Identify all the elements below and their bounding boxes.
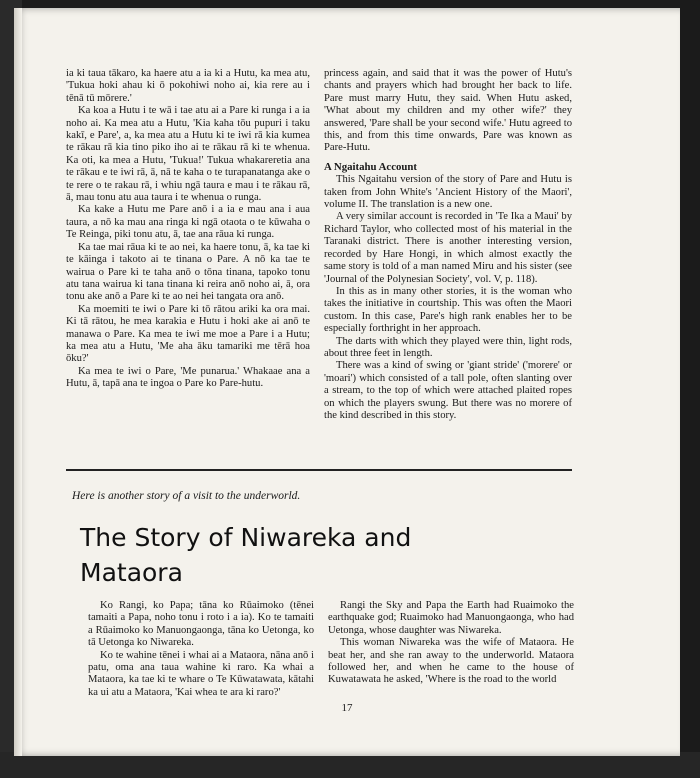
english-text-column-bottom [328, 600, 574, 687]
page-number: 17 [341, 702, 353, 714]
book-page [14, 8, 680, 756]
maori-paragraph: Ka moemiti te iwi o Pare ki tō rātou ariki ka ora mai. Ki tā rātou, he mea karakia e Hutu i hoki ake ai anō te manawa o Pare. Ka mea te iwi me moe a Pare i a Hutu; ka mea atu a Hutu, 'Me aha āku tamariki me tērā hoa ōku?' [66, 303, 310, 365]
maori-paragraph: Ko te wahine tēnei i whai ai a Mataora, nāna anō i patu, oma ana taua wahine ki raro. Ka whai a Mataora, ka tae ki te whare o Te Kūwatawata, kātahi ka ui atu a Mataora, 'Kai whea te ara ki raro?' [88, 649, 314, 698]
account-paragraph: A very similar account is recorded in 'Te Ika a Maui' by Richard Taylor, who collected most of his material in the Taranaki district. There is another interesting version, recorded by Hare Hongi, in which almost exactly the same story is told of a man named Miru and his sister (see 'Journal of the Polynesian Society', vol. V, p. 118). [324, 211, 572, 285]
story-title [80, 520, 560, 590]
maori-paragraph: Ka kake a Hutu me Pare anō i a ia e mau ana i aua taura, a nō ka mau ana ringa ki ngā otaota o te kūwaha o Te Reinga, piki tonu atu, ā, tae ana rāua ki runga. [66, 204, 310, 241]
account-paragraph: The darts with which they played were thin, light rods, about three feet in length. [324, 335, 572, 359]
maori-paragraph: Ka koa a Hutu i te wā i tae atu ai a Pare ki runga i a ia noho ai. Ka mea atu a Hutu, 'Kia kaha tōu pupuri i taku kakī, e Pare', a, ka mea atu a Hutu ki te iwi rā kia kumea te rākau rā kia tino piko iho ai te rākau rā ki te whenua. Ka oti, ka mea a Hutu, 'Tukua!' Tukua whakareretia ana te rākau e te iwi rā, ā, nā te kaha o te turapanatanga ake o te rere o te rakau rā, i whiu ngā taura e mau i te rākau rā, ā, mau tonu atu aua taura i te whenua o runga. [66, 105, 310, 204]
maori-paragraph: Ka mea te iwi o Pare, 'Me punarua.' Whakaae ana a Hutu, ā, tapā ana te ingoa o Pare ko Pare-hutu. [66, 365, 310, 390]
section-divider-rule [66, 469, 572, 471]
maori-text-column-bottom [88, 600, 314, 699]
english-paragraph: princess again, and said that it was the power of Hutu's chants and prayers which had brought her back to life. Pare must marry Hutu, they said. When Hutu asked, 'What about my children and my other wife?' they answered, 'Pare shall be your second wife.' Hutu agreed to this, and from this time onwards, Pare was known as Pare-Hutu. [324, 68, 572, 154]
maori-paragraph: Ko Rangi, ko Papa; tāna ko Rūaimoko (tēnei tamaiti a Papa, noho tonu i roto i a ia). Ko te tamaiti a Rūaimoko ko Manuongaonga, tāna ko Uetonga, ko tā Uetonga ko Niwareka. [88, 600, 314, 649]
english-text-column-top [324, 68, 572, 422]
account-paragraph: This Ngaitahu version of the story of Pare and Hutu is taken from John White's 'Ancient History of the Maori', volume II. The translation is a new one. [324, 174, 572, 211]
maori-text-column-top [66, 68, 310, 391]
story-title-line-2: Mataora [80, 558, 183, 587]
story-title-line-1: The Story of Niwareka and [80, 523, 412, 552]
page-gutter-shadow [14, 8, 22, 756]
account-paragraph: There was a kind of swing or 'giant stride' ('morere' or 'moari') which consisted of a tall pole, often slanting over a stream, to the top of which were attached plaited ropes on which the players swung. But there was no morere of the kind described in this story. [324, 360, 572, 421]
account-paragraph: In this as in many other stories, it is the woman who takes the initiative in courtship. This was often the Maori custom. In this case, Pare's high rank enables her to be especially forthright in her approach. [324, 285, 572, 335]
english-paragraph: This woman Niwareka was the wife of Mataora. He beat her, and she ran away to the underworld. Mataora followed her, and when he came to the house of Kuwatawata he asked, 'Where is the road to the world [328, 637, 574, 686]
section-heading-ngaitahu-account: A Ngaitahu Account [324, 160, 417, 173]
english-paragraph: Rangi the Sky and Papa the Earth had Ruaimoko the earthquake god; Ruaimoko had Manuongaonga, who had Uetonga, whose daughter was Niwareka. [328, 600, 574, 636]
story-intro-italic: Here is another story of a visit to the underworld. [72, 490, 301, 502]
maori-paragraph: Ka tae mai rāua ki te ao nei, ka haere tonu, ā, ka tae ki te kāinga i takoto ai te tinana o Pare. A nō ka tae te wairua o Pare ki te taha anō o tōna tinana, tapoko tonu atu tana wairua ki tana tinana ki reira anō noho ai, ā, ora tonu ake anō a Pare ki te ao nei hei tangata ora anō. [66, 241, 310, 303]
maori-paragraph: ia ki taua tākaro, ka haere atu a ia ki a Hutu, ka mea atu, 'Tukua hoki ahau ki ō pokohiwi noho ai, kia rere au i tēnā tū mōrere.' [66, 68, 310, 104]
